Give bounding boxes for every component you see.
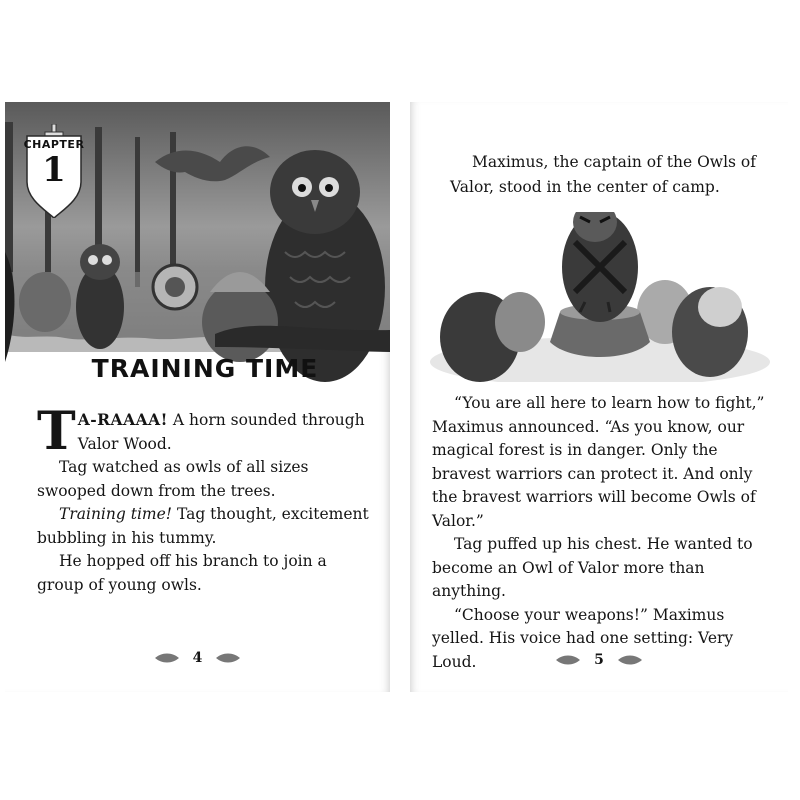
left-body-text xyxy=(37,401,372,597)
paragraph: “You are all here to learn how to fight,” Maximus announced. “As you know, our magical forest is in danger. Only the bravest warriors can protect it. And only the bravest warriors will become Owls of Valor.” xyxy=(432,394,765,530)
paragraph: He hopped off his branch to join a group of young owls. xyxy=(37,552,327,594)
leaf-icon xyxy=(154,653,180,663)
leaf-icon xyxy=(215,653,241,663)
chapter-label: CHAPTER xyxy=(23,138,85,151)
paragraph: “Choose your weapons!” Maximus yelled. His voice had one setting: Very Loud. xyxy=(432,605,734,671)
paragraph-text: Tag thought, excitement bubbling in his tummy. xyxy=(37,505,369,547)
paragraph: Tag watched as owls of all sizes swooped down from the trees. xyxy=(37,458,309,500)
chapter-title: TRAINING TIME xyxy=(91,354,319,383)
drop-cap: T xyxy=(37,401,76,462)
intro-paragraph: Maximus, the captain of the Owls of Valor, stood in the center of camp. xyxy=(450,153,756,196)
chapter-badge xyxy=(23,124,85,218)
chapter-number: 1 xyxy=(42,150,66,190)
page-number: 5 xyxy=(594,652,604,668)
right-body-text xyxy=(432,392,772,674)
leaf-icon xyxy=(617,655,643,665)
paragraph: Tag puffed up his chest. He wanted to become an Owl of Valor more than anything. xyxy=(432,535,753,600)
paragraph xyxy=(37,401,372,462)
page-number: 4 xyxy=(192,650,203,666)
drop-cap-rest: A-RAAAA! xyxy=(77,410,168,429)
leaf-icon xyxy=(555,655,581,665)
italic-text: Training time! xyxy=(59,505,173,523)
paragraph-text: A horn sounded through Valor Wood. xyxy=(77,411,365,453)
owl-captain-illustration xyxy=(430,212,770,382)
paragraph xyxy=(37,503,372,550)
left-page xyxy=(5,102,390,692)
right-page xyxy=(410,102,788,692)
page-number-footer xyxy=(410,652,788,668)
page-number-footer xyxy=(5,650,390,666)
